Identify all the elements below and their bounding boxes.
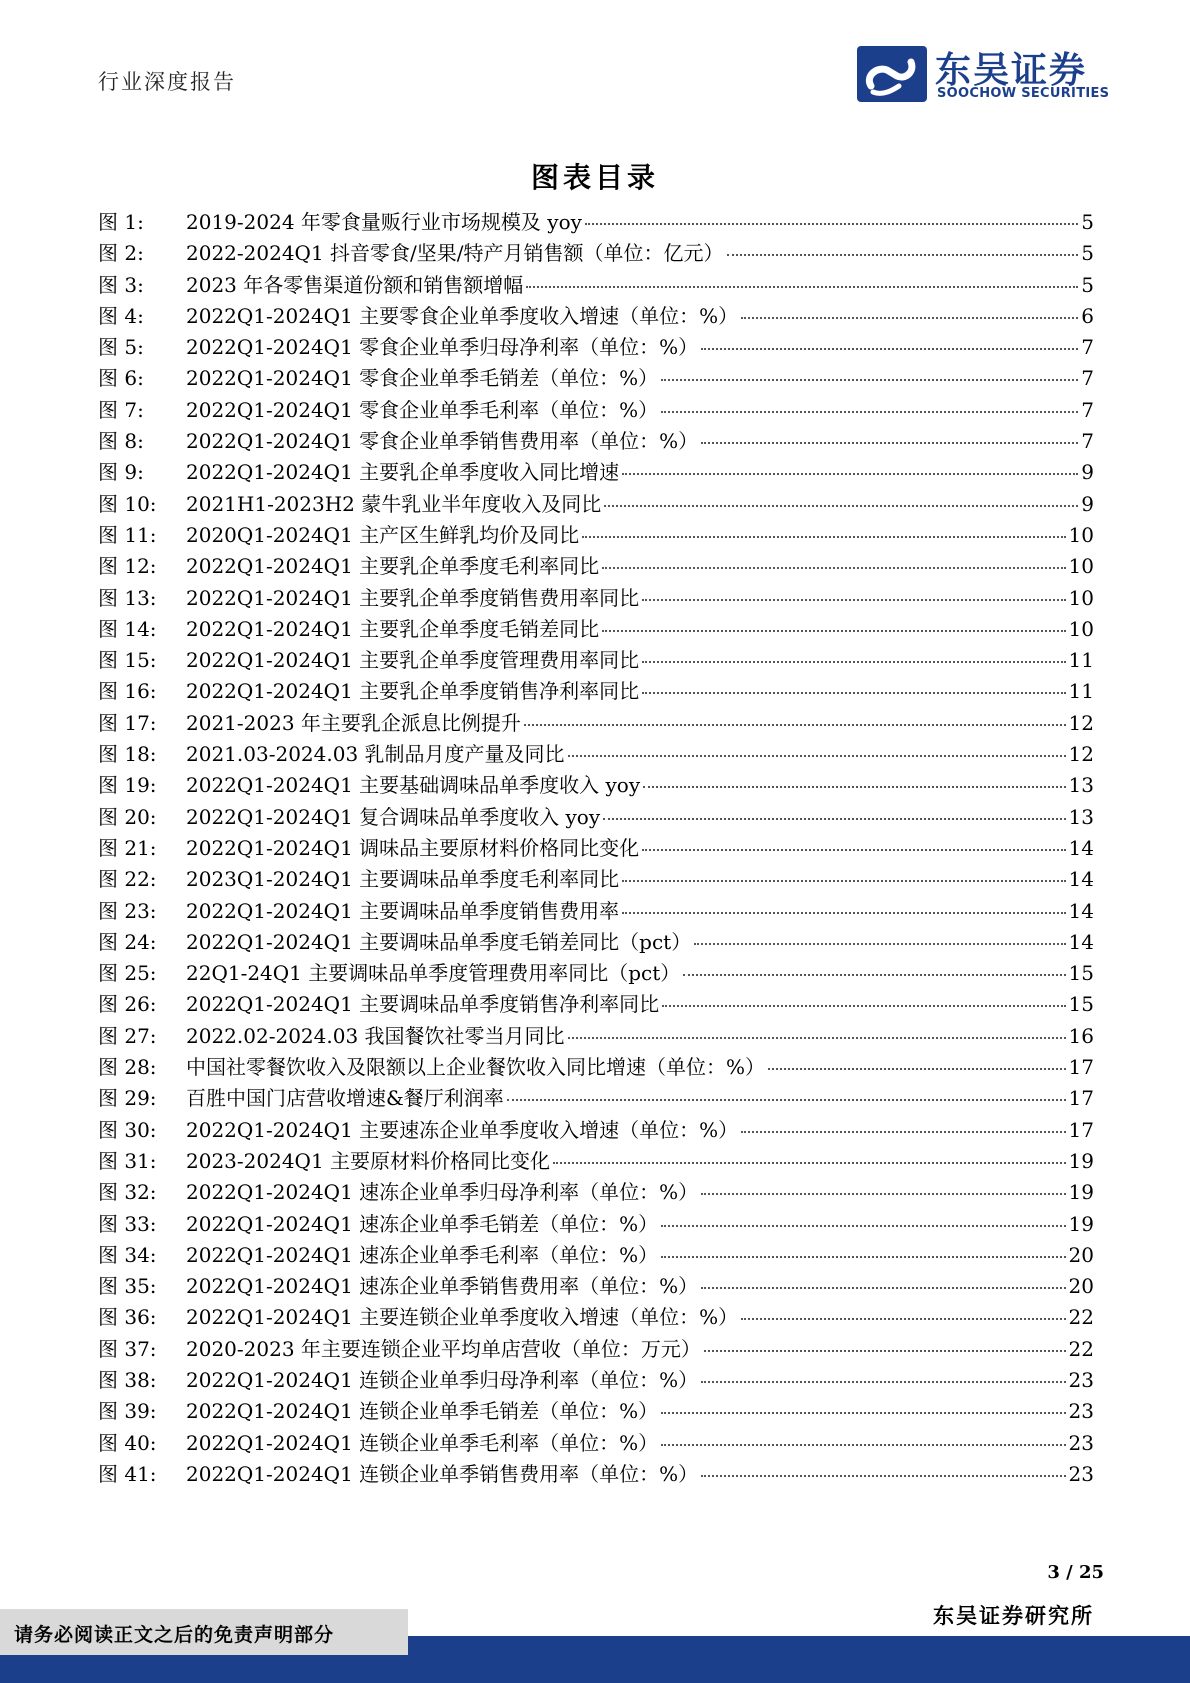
toc-dot-leader xyxy=(604,505,1078,507)
toc-entry-page: 13 xyxy=(1068,773,1094,798)
report-type-label: 行业深度报告 xyxy=(98,70,236,94)
toc-entry-page: 23 xyxy=(1068,1399,1094,1424)
toc-dot-leader xyxy=(603,818,1065,820)
logo-english-name: SOOCHOW SECURITIES xyxy=(937,86,1110,101)
toc-entry[interactable] xyxy=(98,613,1094,644)
toc-dot-leader xyxy=(704,1350,1066,1352)
toc-entry[interactable] xyxy=(98,1395,1094,1426)
toc-entry-number: 图 19: xyxy=(98,773,157,798)
toc-entry[interactable] xyxy=(98,644,1094,675)
toc-entry-page: 10 xyxy=(1068,585,1094,610)
toc-entry-title: 2022Q1-2024Q1 主要速冻企业单季度收入增速（单位：%） xyxy=(186,1117,739,1142)
toc-dot-leader xyxy=(602,567,1065,569)
toc-entry-number: 图 3: xyxy=(98,272,144,297)
toc-entry-title: 2022Q1-2024Q1 主要乳企单季度毛利率同比 xyxy=(186,554,600,579)
toc-entry-title: 2022Q1-2024Q1 主要零食企业单季度收入增速（单位：%） xyxy=(186,303,739,328)
toc-entry-page: 5 xyxy=(1081,241,1094,266)
toc-entry[interactable] xyxy=(98,1114,1094,1145)
toc-dot-leader xyxy=(524,724,1066,726)
toc-entry-page: 20 xyxy=(1068,1274,1094,1299)
toc-entry-title: 2021-2023 年主要乳企派息比例提升 xyxy=(186,710,521,735)
toc-dot-leader xyxy=(568,1037,1066,1039)
toc-entry[interactable] xyxy=(98,1239,1094,1270)
toc-dot-leader xyxy=(568,755,1066,757)
toc-entry-page: 14 xyxy=(1068,867,1094,892)
toc-entry-number: 图 1: xyxy=(98,210,144,234)
toc-entry[interactable] xyxy=(98,832,1094,863)
toc-entry-title: 2022Q1-2024Q1 零食企业单季毛销差（单位：%） xyxy=(186,366,659,391)
toc-entry-title: 2022Q1-2024Q1 主要调味品单季度销售净利率同比 xyxy=(186,992,660,1017)
toc-entry[interactable] xyxy=(98,394,1094,425)
toc-entry[interactable] xyxy=(98,1364,1094,1395)
toc-entry-page: 7 xyxy=(1081,366,1094,391)
toc-entry-page: 11 xyxy=(1068,679,1094,704)
toc-dot-leader xyxy=(741,1318,1065,1320)
toc-entry[interactable] xyxy=(98,269,1094,300)
toc-entry[interactable] xyxy=(98,801,1094,832)
toc-entry-page: 23 xyxy=(1068,1430,1094,1455)
toc-entry-page: 22 xyxy=(1068,1336,1094,1361)
toc-entry-number: 图 41: xyxy=(98,1461,157,1486)
toc-entry-number: 图 40: xyxy=(98,1430,157,1455)
toc-dot-leader xyxy=(622,880,1065,882)
toc-entry[interactable] xyxy=(98,300,1094,331)
toc-entry[interactable] xyxy=(98,738,1094,769)
toc-entry-number: 图 20: xyxy=(98,804,157,829)
toc-entry-page: 13 xyxy=(1068,804,1094,829)
toc-dot-leader xyxy=(642,692,1065,694)
toc-entry-page: 17 xyxy=(1068,1055,1094,1080)
toc-entry[interactable] xyxy=(98,1082,1094,1113)
toc-dot-leader xyxy=(661,1256,1065,1258)
toc-entry-page: 7 xyxy=(1081,397,1094,422)
toc-entry-number: 图 6: xyxy=(98,366,144,391)
toc-entry[interactable] xyxy=(98,988,1094,1019)
toc-dot-leader xyxy=(643,786,1065,788)
toc-entry-title: 2023 年各零售渠道份额和销售额增幅 xyxy=(186,272,524,297)
toc-entry-page: 16 xyxy=(1068,1023,1094,1048)
toc-entry-title: 2022Q1-2024Q1 零食企业单季销售费用率（单位：%） xyxy=(186,429,699,454)
toc-entry-page: 14 xyxy=(1068,835,1094,860)
toc-entry[interactable] xyxy=(98,707,1094,738)
toc-entry-number: 图 15: xyxy=(98,648,157,673)
toc-entry-page: 5 xyxy=(1081,272,1094,297)
toc-entry-number: 图 30: xyxy=(98,1117,157,1142)
toc-entry-number: 图 7: xyxy=(98,397,144,422)
toc-dot-leader xyxy=(526,286,1078,288)
toc-dot-leader xyxy=(661,379,1078,381)
toc-entry-page: 17 xyxy=(1068,1117,1094,1142)
toc-dot-leader xyxy=(727,254,1079,256)
toc-entry[interactable] xyxy=(98,926,1094,957)
footer-institute: 东吴证券研究所 xyxy=(933,1603,1094,1628)
toc-entry[interactable] xyxy=(98,488,1094,519)
toc-entry[interactable] xyxy=(98,1020,1094,1051)
toc-entry-number: 图 39: xyxy=(98,1399,157,1424)
toc-entry-number: 图 12: xyxy=(98,554,157,579)
toc-entry-title: 2022Q1-2024Q1 连锁企业单季归母净利率（单位：%） xyxy=(186,1367,699,1392)
toc-entry-page: 20 xyxy=(1068,1242,1094,1267)
page-number: 3 / 25 xyxy=(1047,1562,1104,1583)
toc-entry-title: 2021H1-2023H2 蒙牛乳业半年度收入及同比 xyxy=(186,491,602,516)
toc-entry-number: 图 26: xyxy=(98,992,157,1017)
toc-entry-title: 2022Q1-2024Q1 速冻企业单季毛利率（单位：%） xyxy=(186,1242,659,1267)
toc-entry-number: 图 27: xyxy=(98,1023,157,1048)
toc-entry-page: 7 xyxy=(1081,429,1094,454)
toc-dot-leader xyxy=(701,1381,1065,1383)
toc-entry-number: 图 21: xyxy=(98,835,157,860)
toc-entry-page: 6 xyxy=(1081,303,1094,328)
toc-entry-number: 图 4: xyxy=(98,303,144,328)
toc-entry-title: 2022Q1-2024Q1 主要调味品单季度销售费用率 xyxy=(186,898,620,923)
toc-entry-number: 图 35: xyxy=(98,1274,157,1299)
toc-dot-leader xyxy=(661,1412,1065,1414)
footer-disclaimer: 请务必阅读正文之后的免责声明部分 xyxy=(0,1609,408,1655)
toc-entry-title: 2021.03-2024.03 乳制品月度产量及同比 xyxy=(186,742,565,767)
toc-entry-title: 2022-2024Q1 抖音零食/坚果/特产月销售额（单位：亿元） xyxy=(186,241,724,266)
logo-chinese-name: 东吴证券 xyxy=(935,50,1088,91)
toc-entry-title: 2019-2024 年零食量贩行业市场规模及 yoy xyxy=(186,210,582,234)
toc-entry-page: 15 xyxy=(1068,992,1094,1017)
toc-entry-number: 图 5: xyxy=(98,335,144,360)
toc-entry-number: 图 9: xyxy=(98,460,144,485)
toc-entry-title: 2022Q1-2024Q1 速冻企业单季销售费用率（单位：%） xyxy=(186,1274,699,1299)
toc-entry-number: 图 29: xyxy=(98,1086,157,1111)
toc-entry[interactable] xyxy=(98,237,1094,268)
toc-dot-leader xyxy=(741,1131,1065,1133)
toc-entry-title: 2023-2024Q1 主要原材料价格同比变化 xyxy=(186,1148,551,1173)
toc-dot-leader xyxy=(683,974,1065,976)
toc-entry-page: 10 xyxy=(1068,522,1094,547)
toc-entry-title: 2022Q1-2024Q1 复合调味品单季度收入 yoy xyxy=(186,804,601,829)
toc-entry-number: 图 33: xyxy=(98,1211,157,1236)
toc-entry[interactable] xyxy=(98,1333,1094,1364)
toc-entry-title: 2022Q1-2024Q1 调味品主要原材料价格同比变化 xyxy=(186,835,640,860)
toc-dot-leader xyxy=(582,536,1065,538)
toc-entry-page: 19 xyxy=(1068,1211,1094,1236)
toc-entry-title: 2022Q1-2024Q1 速冻企业单季归母净利率（单位：%） xyxy=(186,1180,699,1205)
toc-entry[interactable] xyxy=(98,331,1094,362)
toc-dot-leader xyxy=(602,630,1065,632)
toc-entry-title: 2022Q1-2024Q1 零食企业单季毛利率（单位：%） xyxy=(186,397,659,422)
toc-entry-number: 图 32: xyxy=(98,1180,157,1205)
toc-entry-title: 2022Q1-2024Q1 零食企业单季归母净利率（单位：%） xyxy=(186,335,699,360)
toc-entry-number: 图 31: xyxy=(98,1148,157,1173)
toc-dot-leader xyxy=(642,661,1065,663)
toc-entry-page: 23 xyxy=(1068,1461,1094,1486)
toc-dot-leader xyxy=(701,442,1078,444)
toc-entry-number: 图 24: xyxy=(98,929,157,954)
toc-entry-page: 9 xyxy=(1081,460,1094,485)
toc-entry-title: 百胜中国门店营收增速&餐厅利润率 xyxy=(186,1086,504,1111)
soochow-logo-icon xyxy=(857,46,927,102)
toc-entry-number: 图 18: xyxy=(98,742,157,767)
toc-entry[interactable] xyxy=(98,895,1094,926)
toc-entry-page: 10 xyxy=(1068,616,1094,641)
toc-entry-page: 10 xyxy=(1068,554,1094,579)
toc-dot-leader xyxy=(701,1287,1065,1289)
toc-entry-title: 2022Q1-2024Q1 速冻企业单季毛销差（单位：%） xyxy=(186,1211,659,1236)
toc-entry[interactable] xyxy=(98,425,1094,456)
toc-entry-title: 2022.02-2024.03 我国餐饮社零当月同比 xyxy=(186,1023,565,1048)
toc-entry-page: 5 xyxy=(1081,210,1094,234)
toc-entry[interactable] xyxy=(98,1051,1094,1082)
toc-entry-page: 7 xyxy=(1081,335,1094,360)
toc-entry-page: 15 xyxy=(1068,961,1094,986)
toc-entry[interactable] xyxy=(98,769,1094,800)
toc-entry-page: 23 xyxy=(1068,1367,1094,1392)
toc-entry-page: 12 xyxy=(1068,742,1094,767)
toc-entry[interactable] xyxy=(98,1176,1094,1207)
toc-entry[interactable] xyxy=(98,582,1094,613)
toc-dot-leader xyxy=(622,473,1078,475)
toc-entry-page: 9 xyxy=(1081,491,1094,516)
toc-dot-leader xyxy=(642,849,1065,851)
toc-dot-leader xyxy=(507,1099,1066,1101)
toc-entry-number: 图 22: xyxy=(98,867,157,892)
toc-dot-leader xyxy=(741,317,1078,319)
toc-entry-number: 图 36: xyxy=(98,1305,157,1330)
toc-entry-title: 2022Q1-2024Q1 主要乳企单季度管理费用率同比 xyxy=(186,648,640,673)
toc-entry-number: 图 8: xyxy=(98,429,144,454)
toc-entry-number: 图 14: xyxy=(98,616,157,641)
toc-entry-page: 14 xyxy=(1068,929,1094,954)
toc-entry[interactable] xyxy=(98,863,1094,894)
toc-entry-title: 2022Q1-2024Q1 主要乳企单季度收入同比增速 xyxy=(186,460,620,485)
toc-dot-leader xyxy=(701,1475,1065,1477)
toc-entry-title: 2020Q1-2024Q1 主产区生鲜乳均价及同比 xyxy=(186,522,580,547)
toc-entry[interactable] xyxy=(98,1427,1094,1458)
toc-dot-leader xyxy=(553,1162,1066,1164)
toc-entry-page: 22 xyxy=(1068,1305,1094,1330)
toc-dot-leader xyxy=(662,1005,1065,1007)
toc-entry-title: 2022Q1-2024Q1 连锁企业单季毛利率（单位：%） xyxy=(186,1430,659,1455)
toc-entry-title: 2022Q1-2024Q1 连锁企业单季毛销差（单位：%） xyxy=(186,1399,659,1424)
toc-entry-page: 17 xyxy=(1068,1086,1094,1111)
toc-entry-page: 19 xyxy=(1068,1180,1094,1205)
toc-dot-leader xyxy=(642,599,1065,601)
page-title: 图表目录 xyxy=(530,161,659,194)
toc-entry-page: 19 xyxy=(1068,1148,1094,1173)
toc-entry-number: 图 28: xyxy=(98,1055,157,1080)
toc-dot-leader xyxy=(694,943,1065,945)
toc-dot-leader xyxy=(661,1225,1065,1227)
toc-entry-title: 中国社零餐饮收入及限额以上企业餐饮收入同比增速（单位：%） xyxy=(186,1055,766,1080)
toc-entry[interactable] xyxy=(98,957,1094,988)
toc-entry-title: 2023Q1-2024Q1 主要调味品单季度毛利率同比 xyxy=(186,867,620,892)
toc-dot-leader xyxy=(622,912,1065,914)
toc-entry-title: 2022Q1-2024Q1 主要乳企单季度销售费用率同比 xyxy=(186,585,640,610)
toc-entry[interactable] xyxy=(98,1208,1094,1239)
toc-dot-leader xyxy=(661,411,1078,413)
toc-entry-page: 12 xyxy=(1068,710,1094,735)
toc-dot-leader xyxy=(585,223,1078,225)
toc-entry-title: 22Q1-24Q1 主要调味品单季度管理费用率同比（pct） xyxy=(186,961,681,986)
toc-entry[interactable] xyxy=(98,206,1094,237)
toc-entry[interactable] xyxy=(98,1270,1094,1301)
toc-dot-leader xyxy=(768,1068,1066,1070)
toc-entry-title: 2022Q1-2024Q1 主要调味品单季度毛销差同比（pct） xyxy=(186,929,692,954)
toc-entry-number: 图 17: xyxy=(98,710,157,735)
figure-index-list xyxy=(98,206,1094,1489)
toc-entry-number: 图 34: xyxy=(98,1242,157,1267)
toc-entry-number: 图 2: xyxy=(98,241,144,266)
toc-dot-leader xyxy=(701,1193,1065,1195)
toc-entry[interactable] xyxy=(98,456,1094,487)
toc-entry[interactable] xyxy=(98,1458,1094,1489)
toc-entry-title: 2022Q1-2024Q1 主要乳企单季度毛销差同比 xyxy=(186,616,600,641)
toc-entry-page: 11 xyxy=(1068,648,1094,673)
toc-entry-number: 图 10: xyxy=(98,491,157,516)
toc-entry-title: 2022Q1-2024Q1 主要乳企单季度销售净利率同比 xyxy=(186,679,640,704)
toc-entry-number: 图 16: xyxy=(98,679,157,704)
toc-dot-leader xyxy=(661,1444,1065,1446)
toc-entry-number: 图 11: xyxy=(98,522,157,547)
toc-entry-page: 14 xyxy=(1068,898,1094,923)
toc-entry[interactable] xyxy=(98,519,1094,550)
toc-entry[interactable] xyxy=(98,1145,1094,1176)
toc-entry-title: 2022Q1-2024Q1 主要基础调味品单季度收入 yoy xyxy=(186,773,641,798)
toc-entry[interactable] xyxy=(98,362,1094,393)
toc-entry-number: 图 25: xyxy=(98,961,157,986)
toc-dot-leader xyxy=(701,348,1078,350)
company-logo xyxy=(857,44,1117,104)
toc-entry-title: 2022Q1-2024Q1 主要连锁企业单季度收入增速（单位：%） xyxy=(186,1305,739,1330)
toc-entry-title: 2022Q1-2024Q1 连锁企业单季销售费用率（单位：%） xyxy=(186,1461,699,1486)
toc-entry-number: 图 37: xyxy=(98,1336,157,1361)
toc-entry[interactable] xyxy=(98,1301,1094,1332)
toc-entry-number: 图 23: xyxy=(98,898,157,923)
toc-entry[interactable] xyxy=(98,550,1094,581)
toc-entry-title: 2020-2023 年主要连锁企业平均单店营收（单位：万元） xyxy=(186,1336,701,1361)
toc-entry-number: 图 13: xyxy=(98,585,157,610)
toc-entry[interactable] xyxy=(98,675,1094,706)
toc-entry-number: 图 38: xyxy=(98,1367,157,1392)
